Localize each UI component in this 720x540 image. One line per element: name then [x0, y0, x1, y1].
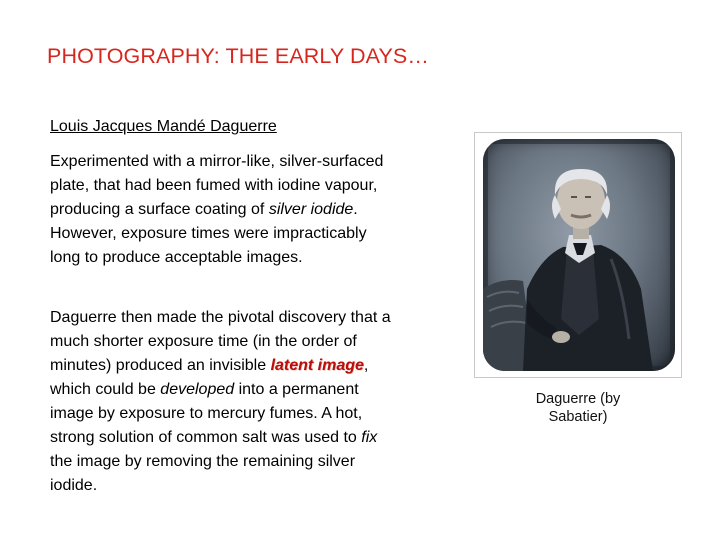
slide-title: PHOTOGRAPHY: THE EARLY DAYS…	[47, 44, 429, 68]
paragraph2-text-b: , which could be	[50, 357, 369, 398]
daguerreotype-portrait-frame	[474, 132, 682, 378]
paragraph-latent-image	[50, 306, 400, 498]
portrait-illustration	[483, 139, 675, 371]
term-latent-image: latent image	[270, 357, 364, 374]
paragraph2-text-d: the image by removing the remaining silver iodide.	[50, 453, 356, 494]
term-silver-iodide: silver iodide	[268, 201, 354, 218]
paragraph1-text-a: Experimented with a mirror-like, silver-surfaced plate, that had been fumed with iodine vapour, producing a surface coating of	[50, 153, 384, 218]
portrait-caption: Daguerre (by Sabatier)	[535, 391, 621, 425]
paragraph1-text-b: . However, exposure times were impracticably long to produce acceptable images.	[50, 201, 367, 266]
paragraph-silver-iodide	[50, 150, 400, 270]
subheading-daguerre: Louis Jacques Mandé Daguerre	[50, 118, 277, 135]
paragraph2-text-a: Daguerre then made the pivotal discovery that a much shorter exposure time (in the order of minutes) produced an invisible	[50, 309, 391, 374]
term-fix: fix	[361, 429, 378, 446]
paragraph2-text-c: into a permanent image by exposure to mercury fumes. A hot, strong solution of common salt was used to	[50, 381, 363, 446]
daguerreotype-portrait-image	[483, 139, 675, 371]
term-developed: developed	[160, 381, 235, 398]
